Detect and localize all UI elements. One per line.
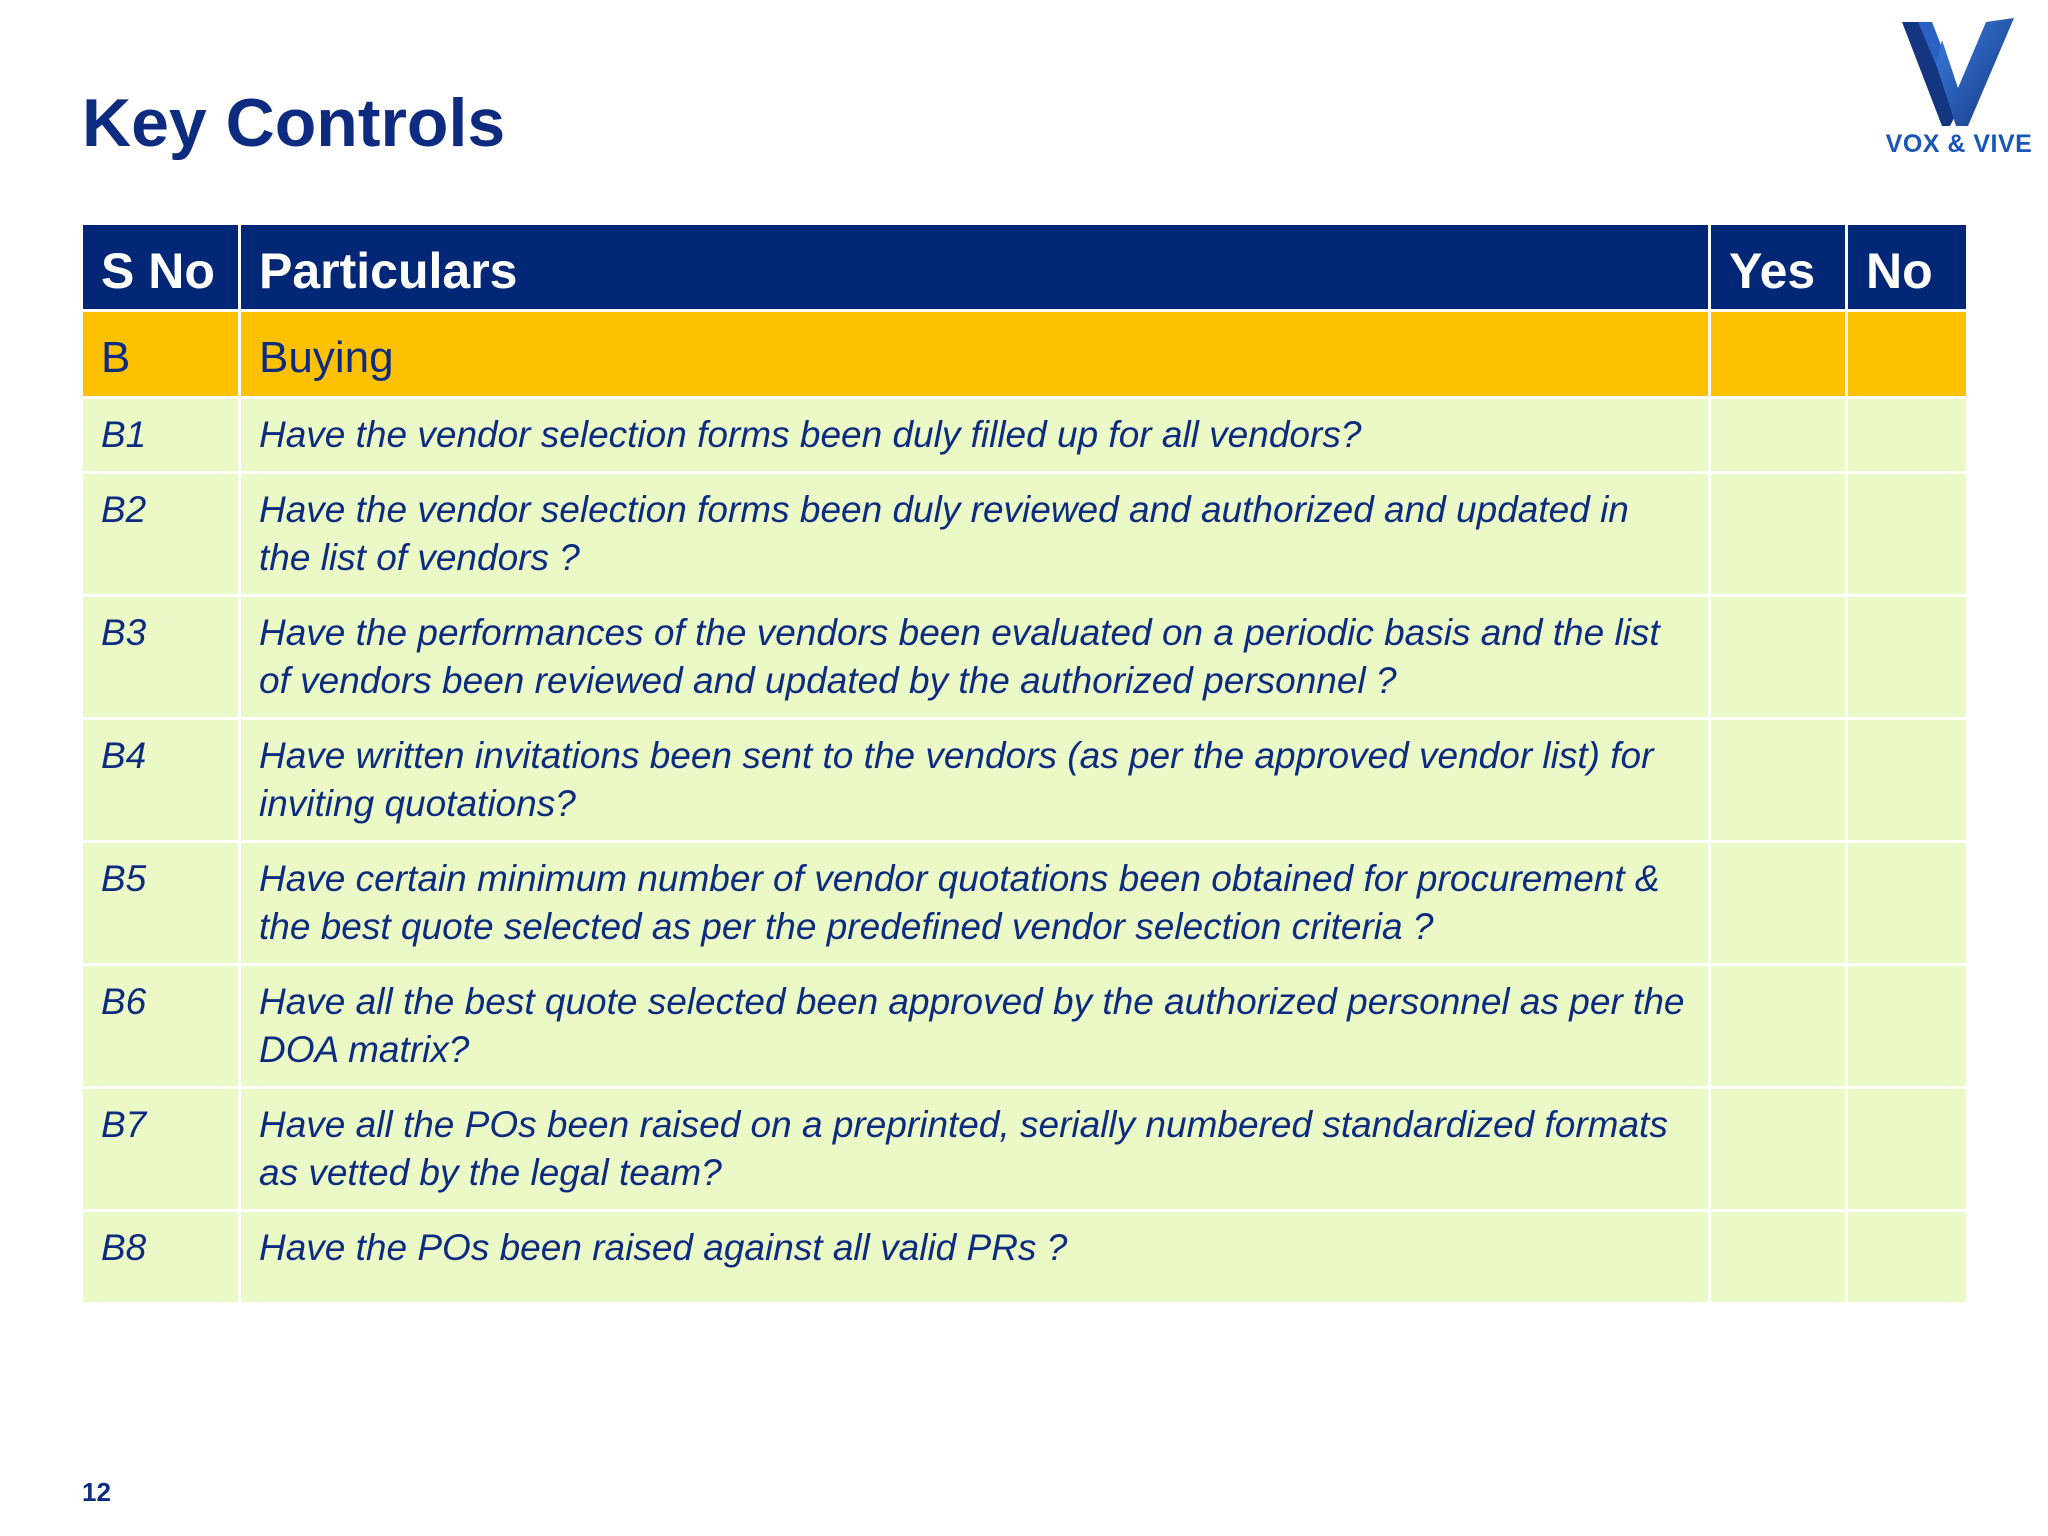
header-particulars: Particulars: [240, 224, 1710, 311]
row-particulars: Have the vendor selection forms been duly filled up for all vendors?: [240, 398, 1710, 473]
row-yes-cell[interactable]: [1710, 842, 1847, 965]
row-yes-cell[interactable]: [1710, 1088, 1847, 1211]
section-row-buying: [82, 311, 1968, 398]
table-row: [82, 965, 1968, 1088]
row-particulars: Have all the best quote selected been approved by the authorized personnel as per the DOA matrix?: [240, 965, 1710, 1088]
brand-name: VOX & VIVE: [1885, 130, 2033, 158]
table-row: [82, 1088, 1968, 1211]
key-controls-table: [80, 222, 1969, 1305]
row-no-cell[interactable]: [1847, 842, 1968, 965]
table-header-row: [82, 224, 1968, 311]
row-sno: B3: [82, 596, 240, 719]
row-sno: B8: [82, 1211, 240, 1304]
row-no-cell[interactable]: [1847, 596, 1968, 719]
section-code: B: [82, 311, 240, 398]
row-particulars: Have the POs been raised against all valid PRs ?: [240, 1211, 1710, 1304]
row-particulars: Have the performances of the vendors been evaluated on a periodic basis and the list of vendors been reviewed and updated by the authorized personnel ?: [240, 596, 1710, 719]
header-yes: Yes: [1710, 224, 1847, 311]
row-no-cell[interactable]: [1847, 965, 1968, 1088]
row-sno: B4: [82, 719, 240, 842]
row-yes-cell[interactable]: [1710, 398, 1847, 473]
row-sno: B2: [82, 473, 240, 596]
table-row: [82, 719, 1968, 842]
row-no-cell[interactable]: [1847, 719, 1968, 842]
row-sno: B1: [82, 398, 240, 473]
brand-logo: [1880, 18, 2038, 168]
table-row: [82, 596, 1968, 719]
row-yes-cell[interactable]: [1710, 473, 1847, 596]
row-sno: B6: [82, 965, 240, 1088]
header-no: No: [1847, 224, 1968, 311]
row-no-cell[interactable]: [1847, 1211, 1968, 1304]
table-row: [82, 1211, 1968, 1304]
row-particulars: Have the vendor selection forms been duly reviewed and authorized and updated in the list of vendors ?: [240, 473, 1710, 596]
row-yes-cell[interactable]: [1710, 965, 1847, 1088]
table-row: [82, 398, 1968, 473]
row-no-cell[interactable]: [1847, 1088, 1968, 1211]
row-yes-cell[interactable]: [1710, 719, 1847, 842]
section-no-cell: [1847, 311, 1968, 398]
page-number: 12: [82, 1477, 111, 1507]
section-yes-cell: [1710, 311, 1847, 398]
row-particulars: Have certain minimum number of vendor quotations been obtained for procurement & the best quote selected as per the predefined vendor selection criteria ?: [240, 842, 1710, 965]
row-no-cell[interactable]: [1847, 398, 1968, 473]
row-no-cell[interactable]: [1847, 473, 1968, 596]
row-particulars: Have all the POs been raised on a preprinted, serially numbered standardized formats as vetted by the legal team?: [240, 1088, 1710, 1211]
row-sno: B7: [82, 1088, 240, 1211]
header-sno: S No: [82, 224, 240, 311]
slide-title: Key Controls: [82, 85, 506, 161]
row-particulars: Have written invitations been sent to the vendors (as per the approved vendor list) for inviting quotations?: [240, 719, 1710, 842]
table-row: [82, 473, 1968, 596]
table-row: [82, 842, 1968, 965]
row-sno: B5: [82, 842, 240, 965]
row-yes-cell[interactable]: [1710, 596, 1847, 719]
section-label: Buying: [240, 311, 1710, 398]
row-yes-cell[interactable]: [1710, 1211, 1847, 1304]
v-logo-icon: [1902, 18, 2014, 126]
